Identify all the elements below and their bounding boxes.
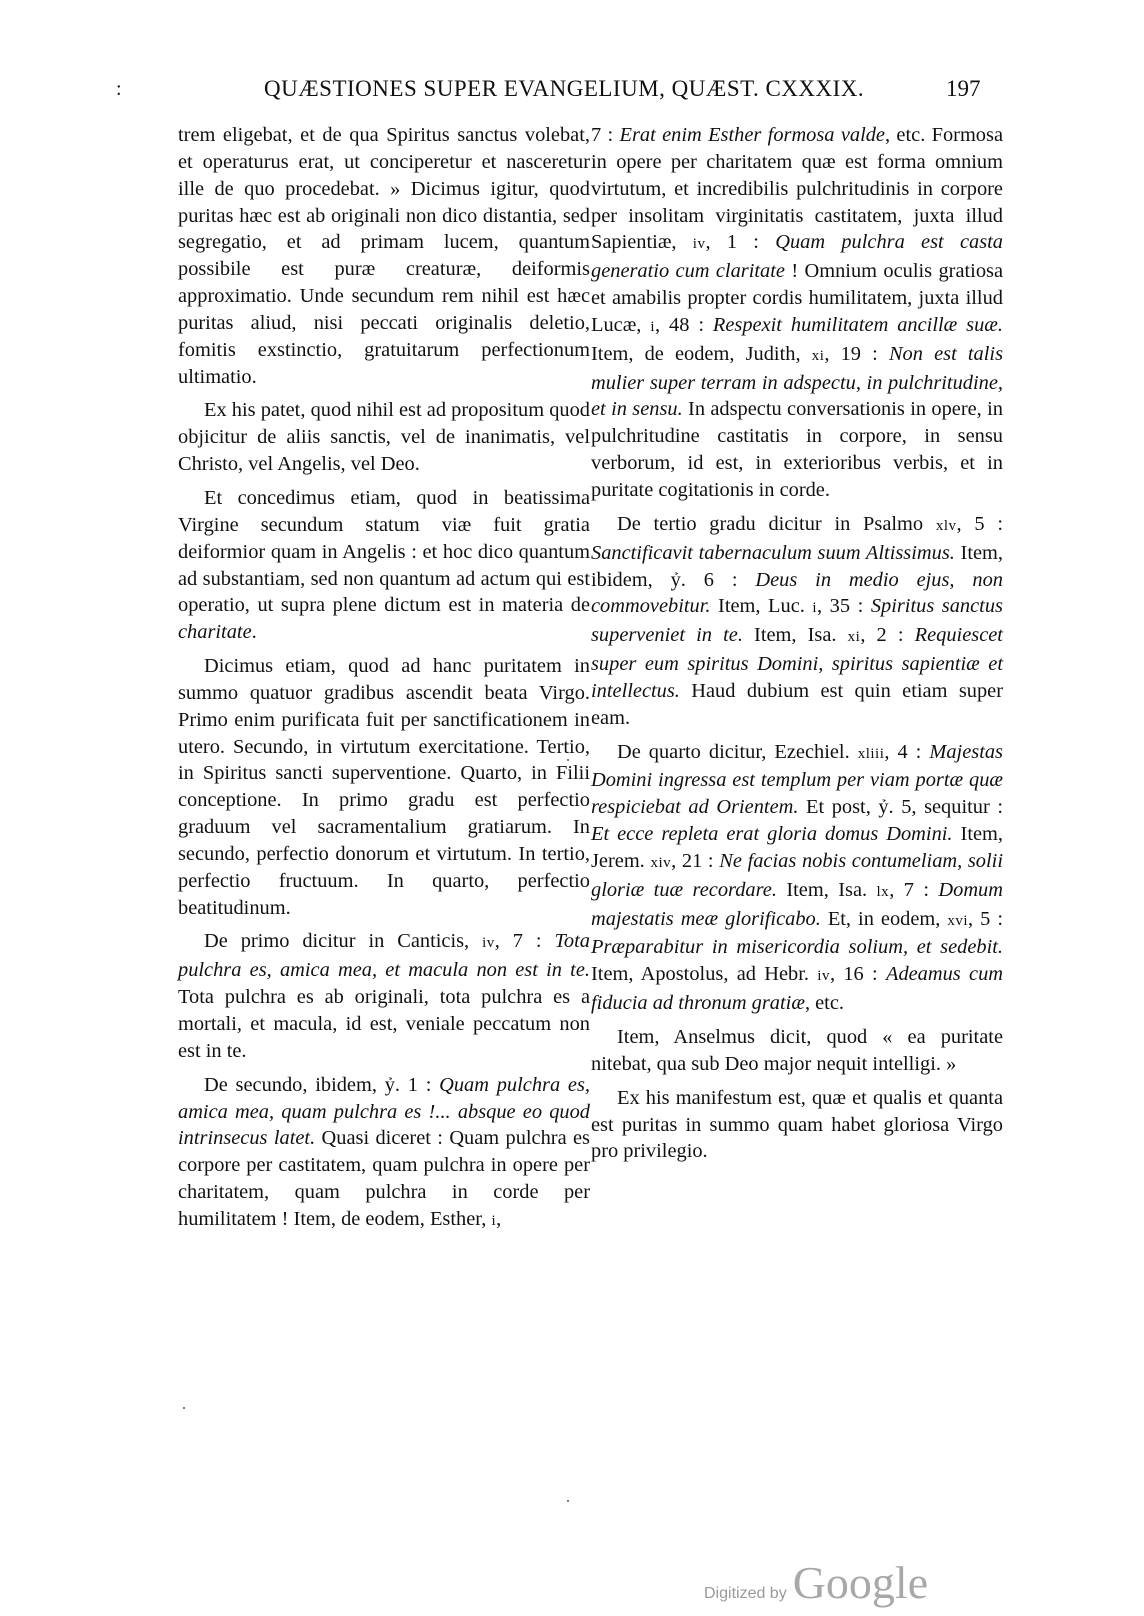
text-run: , 7 : — [889, 878, 939, 901]
text-run: , 2 : — [860, 624, 915, 647]
text-run: De primo dicitur in Canticis, — [204, 930, 483, 953]
text-run: , 21 : — [671, 849, 720, 872]
paragraph — [178, 1072, 590, 1235]
roman-numeral: xiv — [650, 854, 672, 871]
italic-run: Præparabitur in misericordia solium, et sedebit. — [591, 936, 1003, 959]
text-run: Et post, ỷ. 5, sequitur : — [798, 796, 1003, 819]
digitized-watermark — [704, 1556, 928, 1616]
italic-run: Tota pulchra es, amica mea, et macula non est in te. — [178, 930, 590, 982]
italic-run: Quam pulchra est casta generatio cum claritate — [591, 231, 1003, 283]
margin-mark: : — [116, 78, 122, 100]
paragraph — [178, 397, 590, 478]
text-run: , 4 : — [884, 740, 930, 763]
roman-numeral: xi — [811, 347, 825, 364]
text-run: Ex his patet, quod nihil est ad propositum quod objicitur de aliis sanctis, vel de inanimatis, vel Christo, vel Angelis, vel Deo. — [178, 399, 590, 476]
text-run: , etc. Formosa in opere per charitatem quæ est forma omnium virtutum, et incredibilis pulchritudinis in corpore per insolitam virginitatis castitatem, juxta illud Sapientiæ, — [591, 124, 1003, 254]
text-run: , etc. — [804, 992, 844, 1015]
italic-run: Erat enim Esther formosa valde — [619, 124, 885, 146]
text-run: Et, in eodem, — [820, 907, 948, 930]
roman-numeral: xlv — [935, 517, 957, 534]
italic-run: Majestas Domini ingressa est templum per viam portæ quæ respiciebat ad Orientem. — [591, 740, 1003, 819]
roman-numeral: iv — [692, 236, 706, 253]
text-run: , 1 : — [705, 231, 776, 254]
paragraph — [591, 122, 1003, 504]
text-run: , 35 : — [817, 595, 871, 618]
roman-numeral: i — [812, 600, 818, 617]
text-run: 7 : — [591, 124, 620, 146]
running-head: QUÆSTIONES SUPER EVANGELIUM, QUÆST. CXXXIX. — [264, 76, 865, 101]
paragraph — [591, 1085, 1003, 1166]
page-header — [116, 76, 981, 106]
italic-run: charitate — [178, 621, 252, 644]
text-run: Item, Isa. — [776, 878, 877, 901]
italic-run: Ne facias nobis contumeliam, solii gloriæ tuæ recordare. — [591, 849, 1003, 901]
italic-run: Requiescet super eum spiritus Domini, spiritus sapientiæ et intellectus. — [591, 624, 1003, 702]
digitized-label: Digitized by — [704, 1585, 787, 1602]
text-run: , 7 : — [494, 930, 555, 953]
text-run: , 5 : — [956, 512, 1003, 535]
roman-numeral: lx — [876, 883, 890, 900]
paragraph — [178, 928, 590, 1064]
italic-run: Non est talis mulier super terram in adspectu, in pulchritudine, et in sensu. — [591, 342, 1004, 421]
text-run: Item, Isa. — [742, 624, 848, 647]
left-column — [178, 122, 590, 1242]
text-run: Dicimus etiam, quod ad hanc puritatem in summo quatuor gradibus ascendit beata Virgo. Primo enim purificata fuit per sanctificationem in utero. Secundo, in virtutum exercitatione. Tertio, in Spiritus sancti superventione. Quarto, in Filii conceptione. In primo gradu est perfectio graduum vel sacramentalium gratiarum. In secundo, perfectio donorum et virtutum. In tertio, perfectio fructuum. In quarto, perfectio beatitudinum. — [178, 655, 590, 919]
text-run: De quarto dicitur, Ezechiel. — [617, 740, 858, 763]
roman-numeral: xliii — [857, 745, 885, 762]
text-run: ! Omnium oculis gratiosa et amabilis propter cordis humilitatem, juxta illud Lucæ, — [591, 260, 1004, 336]
text-run: Item, Apostolus, ad Hebr. — [591, 963, 818, 986]
roman-numeral: i — [650, 318, 655, 335]
text-run: trem eligebat, et de qua Spiritus sanctus volebat, et operaturus erat, ut conciperetur et nasceretur ille de quo procedebat. » Dicimus igitur, quod puritas hæc est ab originali non dico distantia, sed segregatio, et ad primam lucem, quantum possibile est puræ creaturæ, deiformis approximatio. Unde secundum rem nihil est hæc puritas aliud, nisi peccati originalis deletio, fomitis exstinctio, gratuitarum perfectionum ultimatio. — [178, 124, 590, 388]
italic-run: Sanctificavit tabernaculum suum Altissimus. — [591, 541, 955, 564]
right-column — [591, 122, 1003, 1172]
scan-speck — [567, 1500, 569, 1502]
roman-numeral: xvi — [947, 912, 969, 929]
scan-speck — [183, 1407, 185, 1409]
paragraph — [178, 485, 590, 646]
paragraph — [178, 122, 590, 390]
text-run: . — [251, 621, 257, 644]
paragraph — [591, 511, 1003, 732]
roman-numeral: i — [491, 1212, 497, 1229]
google-logo: Google — [792, 1557, 929, 1608]
page-number: 197 — [946, 76, 981, 101]
text-run: , 19 : — [824, 342, 889, 365]
text-run: De tertio gradu dicitur in Psalmo — [617, 512, 936, 535]
roman-numeral: iv — [482, 935, 495, 952]
text-run: , — [496, 1207, 502, 1230]
italic-run: Spiritus sanctus superveniet in te. — [591, 595, 1003, 647]
text-run: Item, Jerem. — [591, 823, 1004, 872]
italic-run: Adeamus cum fiducia ad thronum gratiæ — [591, 963, 1003, 1015]
text-run: , 5 : — [968, 907, 1003, 930]
scan-speck — [567, 759, 569, 761]
text-run: Haud dubium est quin etiam super eam. — [591, 679, 1003, 729]
text-run: Et concedimus etiam, quod in beatissima Virgine secundum statum viæ fuit gratia deiformior quam in Angelis : et hoc dico quantum ad substantiam, sed non quantum ad actum qui est operatio, ut supra plene dictum est in materia de — [178, 486, 590, 617]
italic-run: Et ecce repleta erat gloria domus Domini. — [591, 823, 953, 846]
italic-run: Domum majestatis meæ glorificabo. — [591, 878, 1003, 930]
paragraph — [591, 1024, 1003, 1078]
text-run: In adspectu conversationis in opere, in pulchritudine castitatis in corpore, in sensu verborum, id est, in exterioribus verbis, et in puritate cogitationis in corde. — [591, 398, 1003, 501]
text-run: De secundo, ibidem, ỷ. 1 : — [204, 1073, 440, 1096]
text-run: Item, ibidem, ỷ. 6 : — [591, 541, 1004, 591]
roman-numeral: iv — [817, 968, 830, 985]
text-run: Tota pulchra es ab originali, tota pulchra es a mortali, et macula, id est, veniale peccatum non est in te. — [178, 986, 590, 1062]
text-run: Quasi diceret : Quam pulchra es corpore per castitatem, quam pulchra in opere per charitatem, quam pulchra in corde per humilitatem ! Item, de eodem, Esther, — [178, 1127, 590, 1230]
roman-numeral: xi — [847, 629, 861, 646]
text-run: , 48 : — [655, 313, 713, 336]
italic-run: Deus in medio ejus, non commovebitur. — [591, 568, 1003, 618]
text-run: Item, Anselmus dicit, quod « ea puritate nitebat, qua sub Deo major nequit intelligi. » — [591, 1026, 1003, 1075]
italic-run: Quam pulchra es, amica mea, quam pulchra es !... absque eo quod intrinsecus latet. — [178, 1073, 590, 1150]
text-run: Item, de eodem, Judith, — [591, 342, 812, 365]
text-run: Item, Luc. — [710, 595, 813, 618]
paragraph — [591, 739, 1003, 1017]
italic-run: Respexit humilitatem ancillæ suæ. — [712, 313, 1004, 336]
text-run: , 16 : — [829, 963, 886, 986]
text-run: Ex his manifestum est, quæ et qualis et quanta est puritas in summo quam habet gloriosa Virgo pro privilegio. — [591, 1086, 1003, 1163]
paragraph — [178, 653, 590, 921]
